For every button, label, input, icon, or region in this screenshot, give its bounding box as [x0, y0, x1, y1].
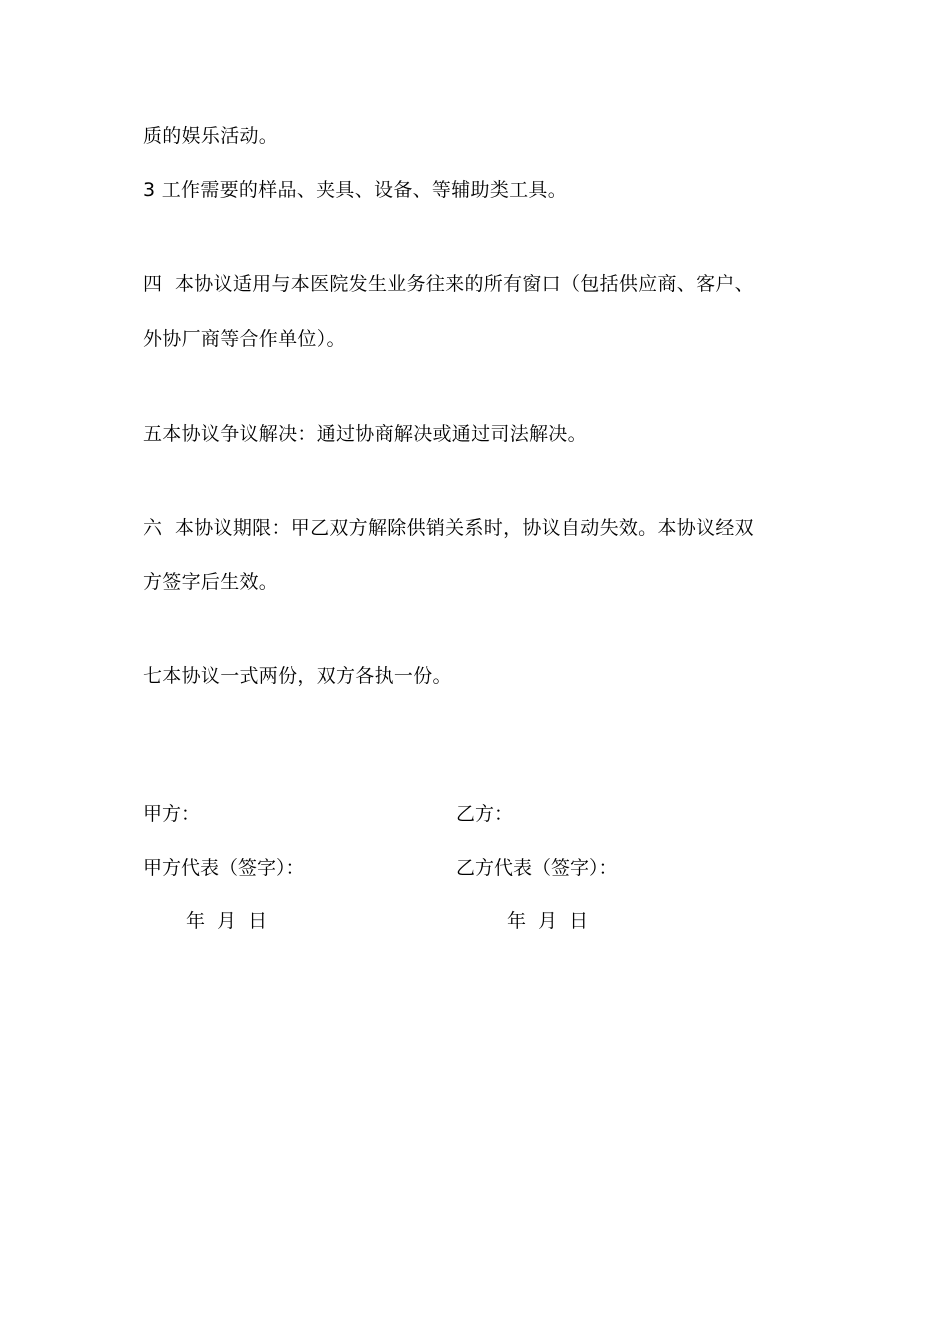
paragraph-line: 四 本协议适用与本医院发生业务往来的所有窗口（包括供应商、客户、 — [143, 273, 754, 295]
paragraph-line: 方签字后生效。 — [143, 571, 279, 593]
paragraph-line: 五本协议争议解决：通过协商解决或通过司法解决。 — [143, 423, 587, 445]
paragraph-line: 外协厂商等合作单位）。 — [143, 328, 346, 350]
paragraph-line: 3 工作需要的样品、夹具、设备、等辅助类工具。 — [143, 179, 568, 201]
paragraph-line: 六 本协议期限：甲乙双方解除供销关系时，协议自动失效。本协议经双 — [143, 517, 754, 539]
party-b-representative-label: 乙方代表（签字）： — [456, 857, 618, 879]
party-a-label: 甲方： — [143, 803, 201, 825]
party-a-representative-label: 甲方代表（签字）： — [143, 857, 305, 879]
party-b-label: 乙方： — [456, 803, 514, 825]
party-b-date: 年 月 日 — [507, 910, 589, 932]
party-a-date: 年 月 日 — [186, 910, 268, 932]
paragraph-line: 七本协议一式两份，双方各执一份。 — [143, 665, 452, 687]
paragraph-line: 质的娱乐活动。 — [143, 125, 279, 147]
